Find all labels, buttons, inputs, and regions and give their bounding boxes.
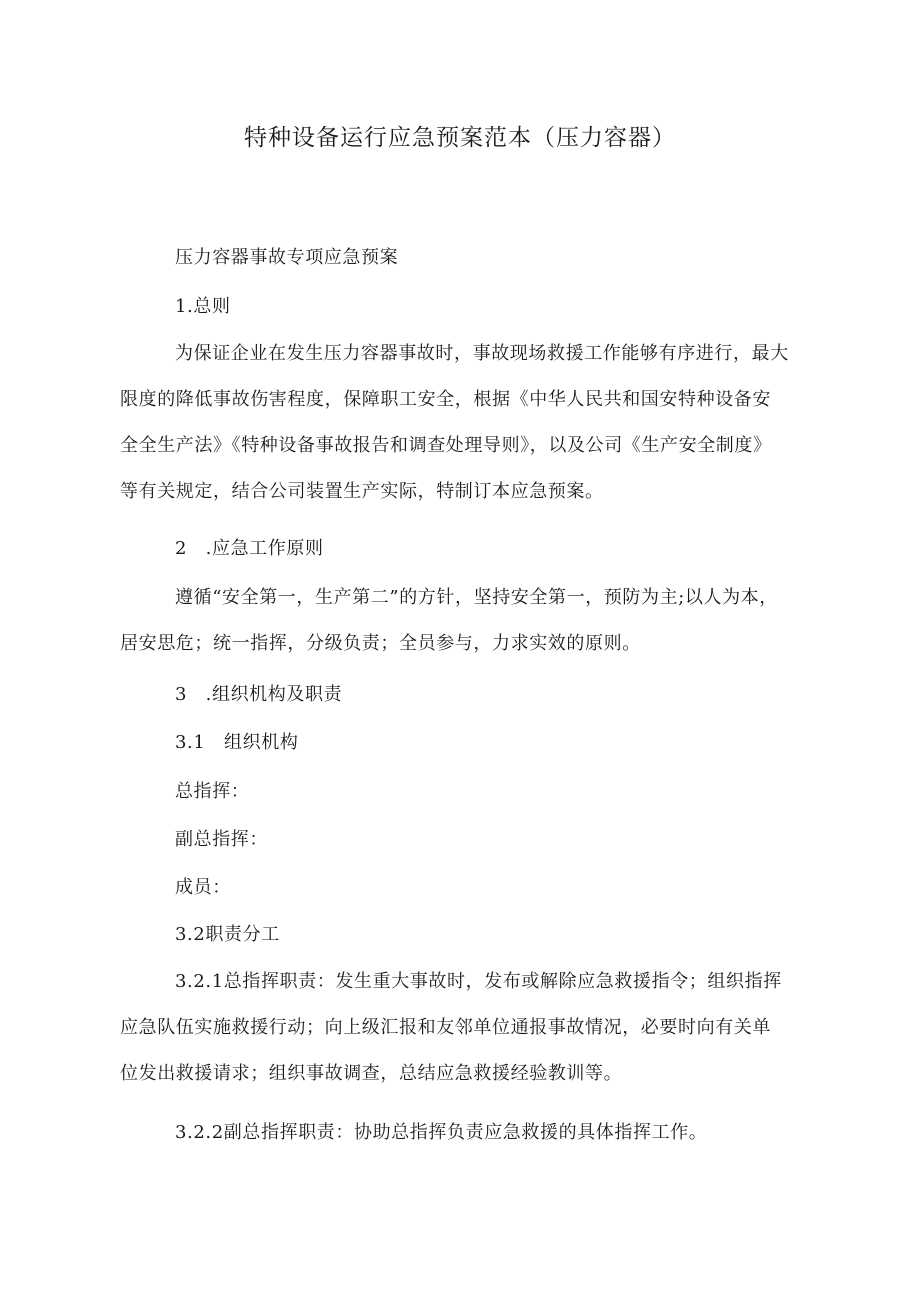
paragraph-line: 限度的降低事故伤害程度，保障职工安全，根据《中华人民共和国安特种设备安: [120, 389, 771, 410]
paragraph-line: 为保证企业在发生压力容器事故时，事故现场救援工作能够有序进行，最大: [175, 343, 789, 364]
document-title: 特种设备运行应急预案范本（压力容器）: [244, 125, 676, 151]
paragraph-line: 全全生产法》《特种设备事故报告和调查处理导则》，以及公司《生产安全制度》: [120, 435, 772, 456]
section-2-heading: 2 .应急工作原则: [175, 538, 324, 559]
section-2-paragraph: [120, 575, 787, 667]
section-1-paragraph: [120, 331, 789, 515]
members-label: 成员：: [175, 877, 231, 898]
paragraph-line: 居安思危；统一指挥，分级负责；全员参与，力求实效的原则。: [120, 633, 641, 654]
paragraph-line: 位发出救援请求；组织事故调查，总结应急救援经验教训等。: [120, 1063, 623, 1084]
paragraph-line: 等有关规定，结合公司装置生产实际，特制订本应急预案。: [120, 481, 604, 502]
section-3-2-1-paragraph: [120, 959, 787, 1097]
paragraph-line: 3.2.1总指挥职责：发生重大事故时，发布或解除应急救援指令；组织指挥: [175, 971, 782, 992]
commander-label: 总指挥：: [175, 781, 250, 802]
section-3-2-2-line: 3.2.2副总指挥职责：协助总指挥负责应急救援的具体指挥工作。: [175, 1122, 708, 1143]
section-3-heading: 3 .组织机构及职责: [175, 684, 343, 705]
paragraph-line: 遵循“安全第一，生产第二”的方针，坚持安全第一，预防为主;以人为本，: [175, 587, 778, 608]
plan-heading: 压力容器事故专项应急预案: [175, 247, 399, 268]
paragraph-line: 应急队伍实施救援行动；向上级汇报和友邻单位通报事故情况，必要时向有关单: [120, 1017, 771, 1038]
deputy-commander-label: 副总指挥：: [175, 829, 268, 850]
section-3-2-heading: 3.2职责分工: [175, 924, 280, 945]
section-3-1-heading: 3.1 组织机构: [175, 732, 299, 753]
section-1-heading: 1.总则: [175, 296, 231, 317]
